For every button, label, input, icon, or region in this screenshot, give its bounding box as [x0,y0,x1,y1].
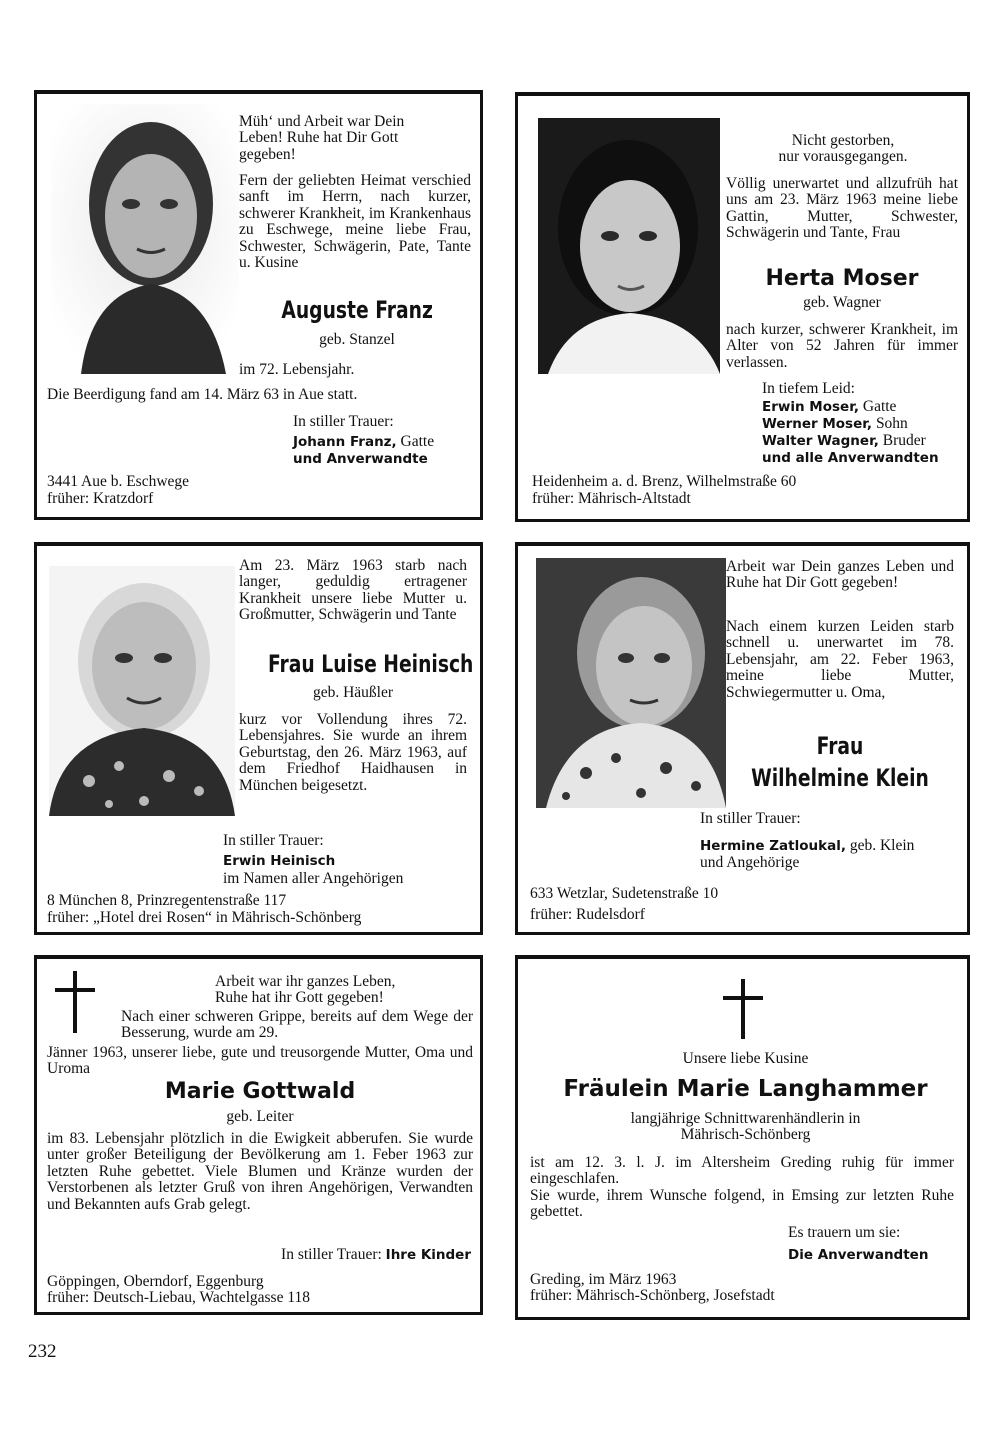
epigraph: Nicht gestorben, nur vorausgegangen. [778,132,908,166]
mourning-label: In stiller Trauer: [293,413,394,430]
death-notice-text: Fern der geliebten Heimat verschied sanft im Herrn, nach kurzer, schwerer Krankheit, im Krankenhaus zu Eschwege, meine liebe Frau, Schwester, Schwägerin, Pate, Tante u. Kusine [239,172,471,272]
mourning-label: In stiller Trauer: [700,810,801,827]
svg-text:✝: ✝ [55,971,56,972]
address-line-2: früher: Deutsch-Liebau, Wachtelgasse 118 [47,1289,311,1306]
mourner-line-1: Die Anverwandten [788,1247,929,1263]
address-line-1: 8 München 8, Prinzregentenstraße 117 [47,892,287,909]
intro-line: Unsere liebe Kusine [682,1050,809,1067]
mourner-line-4: und alle Anverwandten [762,450,939,466]
mourning-label: In stiller Trauer: [223,832,324,849]
cross-icon [55,971,95,1033]
mourner-line-3: Walter Wagner, Bruder [762,432,926,449]
svg-text:✝: ✝ [723,979,724,980]
notice-luise-heinisch [34,542,483,935]
details-text: kurz vor Vollendung ihres 72. Lebensjahres. Sie wurde an ihrem Geburtstag, den 26. März 1963, auf dem Friedhof Haidhausen in München beigesetzt. [239,711,467,794]
portrait-photo [49,566,235,816]
epigraph: Arbeit war ihr ganzes Leben, Ruhe hat ihr Gott gegeben! [215,973,396,1007]
death-notice-text-1: Nach einer schweren Grippe, bereits auf dem Wege der Besserung, wurde am 29. [121,1008,473,1042]
epigraph: Müh‘ und Arbeit war Dein Leben! Ruhe hat Dir Gott gegeben! [239,113,405,163]
address-line-2: früher: Rudelsdorf [530,906,645,923]
address-line-1: 633 Wetzlar, Sudetenstraße 10 [530,885,719,902]
address-line-2: früher: Mährisch-Altstadt [532,490,691,507]
mourner-line-1: Hermine Zatloukal, geb. Klein [700,837,915,854]
notice-wilhelmine-klein [515,542,970,935]
maiden-name: geb. Stanzel [319,331,395,348]
notice-marie-langhammer [515,955,970,1320]
notice-auguste-franz [34,90,483,520]
deceased-name: Auguste Franz [281,296,433,324]
address-line-1: Heidenheim a. d. Brenz, Wilhelmstraße 60 [532,473,797,490]
cross-icon [723,979,763,1039]
maiden-name: geb. Häußler [312,684,394,701]
notice-herta-moser [515,92,970,522]
mourner-line-1: Erwin Heinisch [223,853,336,869]
death-notice-text-1: ist am 12. 3. l. J. im Altersheim Greding ruhig für immer eingeschlafen. [530,1154,954,1188]
death-notice-text-2: Sie wurde, ihrem Wunsche folgend, in Emsing zur letzten Ruhe gebettet. [530,1187,954,1221]
mourning-label: Es trauern um sie: [788,1224,901,1241]
address-line-1: 3441 Aue b. Eschwege [47,473,190,490]
death-notice-text: Völlig unerwartet und allzufrüh hat uns am 23. März 1963 meine liebe Gattin, Mutter, Schwester, Schwägerin und Tante, Frau [726,175,958,242]
deceased-name-title: Frau [816,732,864,760]
address-line-1: Greding, im März 1963 [530,1271,677,1288]
mourner-line-1: Erwin Moser, Gatte [762,398,897,415]
details-text: im 83. Lebensjahr plötzlich in die Ewigkeit abberufen. Sie wurde unter großer Beteiligung der Bevölkerung am 1. Feber 1963 zur letzten Ruhe gebettet. Viele Blumen und Kränze wurden der Verstorbenen als letzter Gruß von ihren Angehörigen, Verwandten und Bekannten aufs Grab gelegt. [47,1130,473,1213]
occupation-text: langjährige Schnittwarenhändlerin in Mährisch-Schönberg [630,1110,861,1144]
deceased-name: Marie Gottwald [164,1079,356,1104]
death-notice-text: Nach einem kurzen Leiden starb schnell u. unerwartet im 78. Lebensjahr, am 22. Feber 1963, meine liebe Mutter, Schwiegermutter u. Oma, [726,618,954,701]
deceased-name: Wilhelmine Klein [751,764,929,792]
cause-text: nach kurzer, schwerer Krankheit, im Alter von 52 Jahren für immer verlassen. [726,321,958,371]
deceased-name: Fräulein Marie Langhammer [563,1076,928,1102]
notice-marie-gottwald [34,955,483,1315]
maiden-name: geb. Wagner [803,294,881,311]
mourner-line-1: Johann Franz, Gatte [293,433,435,450]
portrait-photo [538,118,720,374]
mourner-line-2: und Angehörige [700,854,800,871]
maiden-name: geb. Leiter [226,1108,294,1125]
mourner-line-2: und Anverwandte [293,451,428,467]
address-line-2: früher: „Hotel drei Rosen“ in Mährisch-Schönberg [47,909,362,926]
portrait-photo [51,104,239,374]
address-line-2: früher: Mährisch-Schönberg, Josefstadt [530,1287,775,1304]
mourning-line: In stiller Trauer: Ihre Kinder [281,1246,471,1263]
deceased-name: Herta Moser [765,266,919,291]
age-line: im 72. Lebensjahr. [239,361,355,378]
epigraph: Arbeit war Dein ganzes Leben und Ruhe hat Dir Gott gegeben! [726,558,954,592]
page-number: 232 [28,1341,57,1362]
mourning-label: In tiefem Leid: [762,380,855,397]
funeral-line: Die Beerdigung fand am 14. März 63 in Aue statt. [47,386,358,403]
death-notice-text: Am 23. März 1963 starb nach langer, geduldig ertragener Krankheit unsere liebe Mutter u. Großmutter, Schwägerin und Tante [239,557,467,624]
mourner-line-2: Werner Moser, Sohn [762,415,908,432]
address-line-2: früher: Kratzdorf [47,490,154,507]
address-line-1: Göppingen, Oberndorf, Eggenburg [47,1273,264,1290]
death-notice-text-2: Jänner 1963, unserer liebe, gute und treusorgende Mutter, Oma und Uroma [47,1044,473,1078]
mourner-line-2: im Namen aller Angehörigen [223,870,404,887]
deceased-name: Frau Luise Heinisch [267,650,474,678]
portrait-photo [536,558,726,808]
